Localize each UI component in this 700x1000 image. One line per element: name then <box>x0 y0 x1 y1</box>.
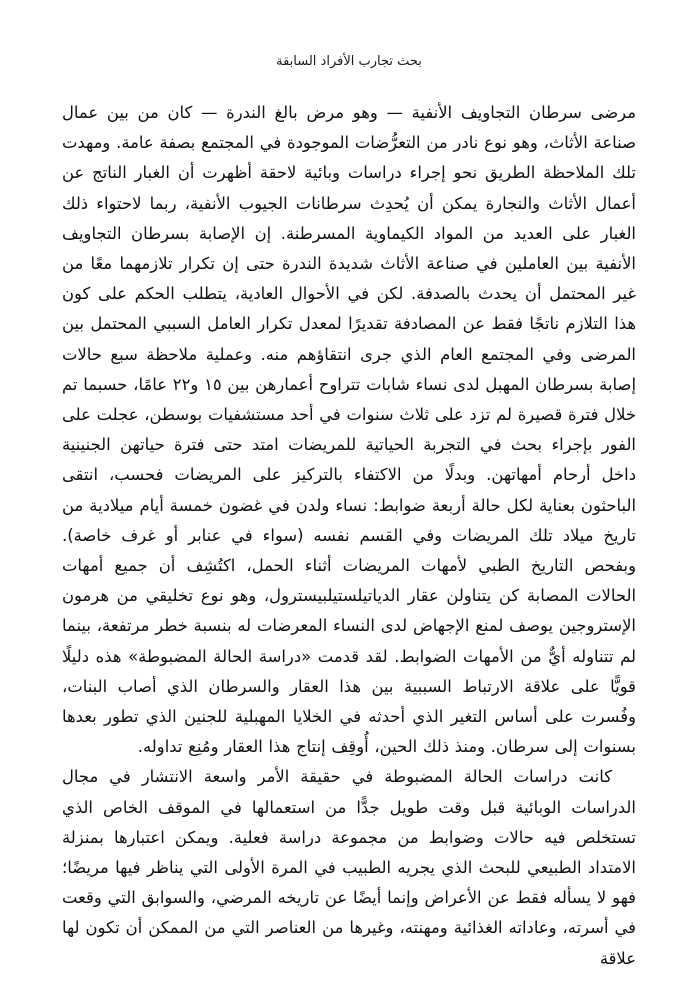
body-text <box>62 98 636 974</box>
paragraph-2: كانت دراسات الحالة المضبوطة في حقيقة الأمر واسعة الانتشار في مجال الدراسات الوبائية قبل وقت طويل جدًّا من استعمالها في الموقف الخاص الذي تستخلص فيه حالات وضوابط من مجموعة دراسة فعلية. ويمكن اعتبارها بمنزلة الامتداد الطبيعي للبحث الذي يجريه الطبيب في المرة الأولى التي يناظر فيها مريضًا؛ فهو لا يسأله فقط عن الأعراض وإنما أيضًا عن تاريخه المرضي، والسوابق التي وقعت في أسرته، وعاداته الغذائية ومهنته، وغيرها من العناصر التي من الممكن أن تكون لها علاقة <box>62 767 636 968</box>
paragraph-1: مرضى سرطان التجاويف الأنفية — وهو مرض بالغ الندرة — كان من بين عمال صناعة الأثاث، وهو نوع نادر من التعرُّضات الموجودة في المجتمع بصفة عامة. ومهدت تلك الملاحظة الطريق نحو إجراء دراسات وبائية لاحقة أظهرت أن الغبار الناتج عن أعمال الأثاث والنجارة يمكن أن يُحدِث سرطانات الجيوب الأنفية، ربما لاحتواء ذلك الغبار على العديد من المواد الكيماوية المسرطنة. إن الإصابة بسرطان التجاويف الأنفية بين العاملين في صناعة الأثاث شديدة الندرة حتى إن تكرار تلازمهما معًا من غير المحتمل أن يحدث بالصدفة. لكن في الأحوال العادية، يتطلب الحكم على كون هذا التلازم ناتجًا فقط عن المصادفة تقديرًا لمعدل تكرار العامل السببي المحتمل بين المرضى وفي المجتمع العام الذي جرى انتقاؤهم منه. وعملية ملاحظة سبع حالات إصابة بسرطان المهبل لدى نساء شابات تتراوح أعمارهن بين ١٥ و٢٢ عامًا، حسبما تم خلال فترة قصيرة لم تزد على ثلاث سنوات في أحد مستشفيات بوسطن، عجلت على الفور بإجراء بحث في التجربة الحياتية للمريضات امتد حتى فترة حياتهن الجنينية داخل أرحام أمهاتهن. وبدلًا من الاكتفاء بالتركيز على المريضات فحسب، انتقى الباحثون بعناية لكل حالة أربعة ضوابط: نساء ولدن في غضون خمسة أيام ميلادية من تاريخ ميلاد تلك المريضات وفي القسم نفسه (سواء في عنابر أو غرف خاصة). وبفحص التاريخ الطبي لأمهات المريضات أثناء الحمل، اكتُشِف أن جميع أمهات الحالات المصابة كن يتناولن عقار الدياتيلستيلبيسترول، وهو نوع تخليقي من هرمون الإستروجين يوصف لمنع الإجهاض لدى النساء المعرضات له بنسبة خطر مرتفعة، بينما لم تتناوله أيٌّ من الأمهات الضوابط. لقد قدمت «دراسة الحالة المضبوطة» هذه دليلًا قويًّا على علاقة الارتباط السببية بين هذا العقار والسرطان الذي أصاب البنات، وفُسرت على أساس التغير الذي أحدثه في الخلايا المهبلية للجنين الذي تطور بعدها بسنوات إلى سرطان. ومنذ ذلك الحين، أُوقِف إنتاج هذا العقار ومُنِع تداوله. <box>62 103 637 757</box>
running-header: بحث تجارب الأفراد السابقة <box>276 54 422 69</box>
